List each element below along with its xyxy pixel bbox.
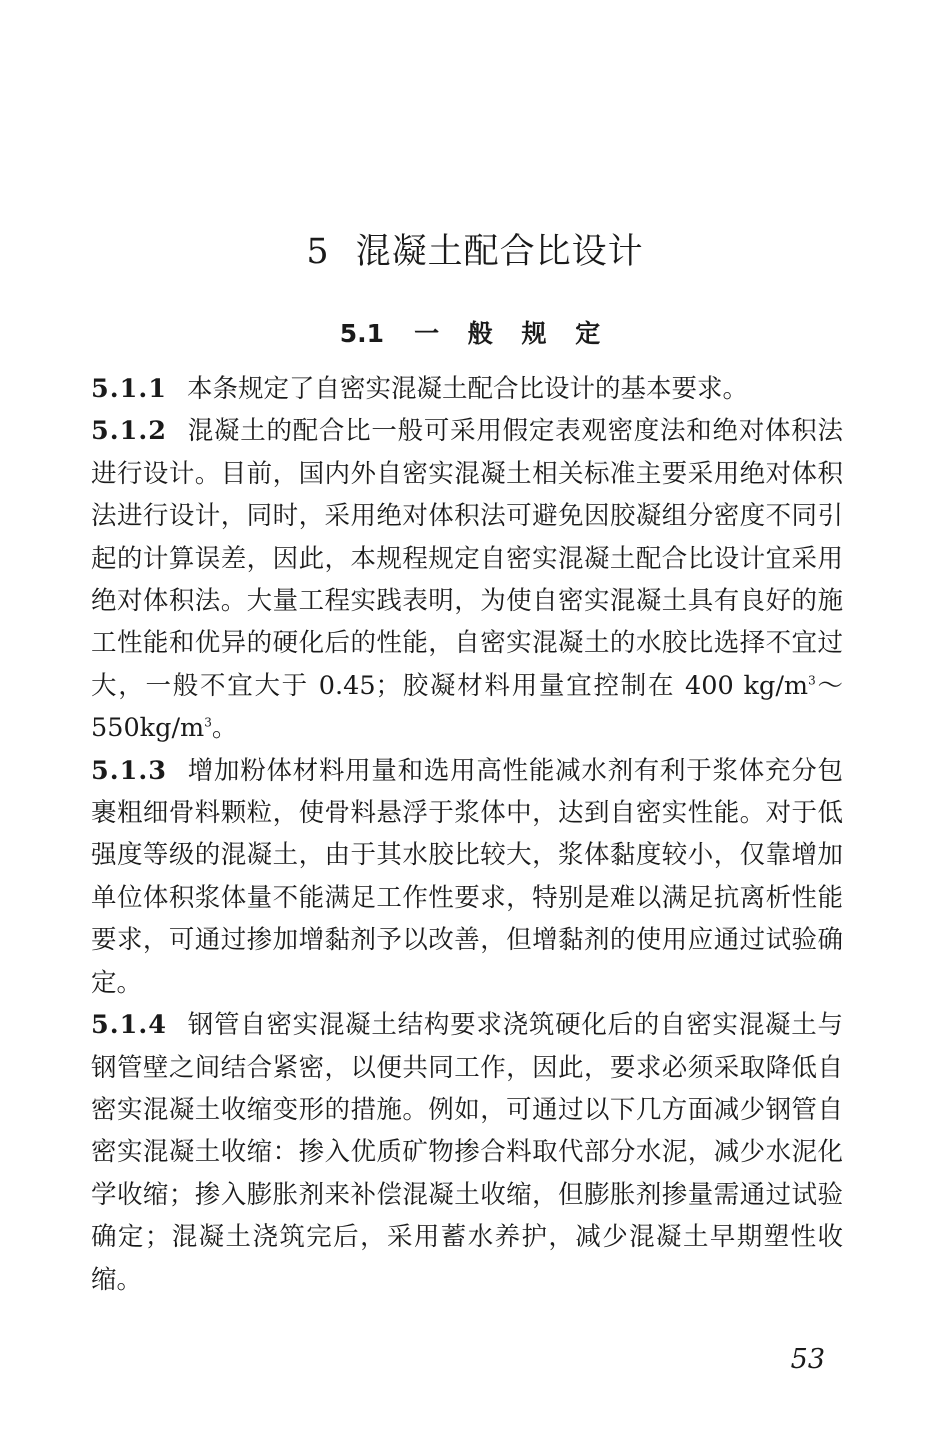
body-text: [91, 368, 843, 1301]
clause-text: 增加粉体材料用量和选用高性能减水剂有利于浆体充分包裹粗细骨料颗粒，使骨料悬浮于浆体中，达到自密实性能。对于低强度等级的混凝土，由于其水胶比较大，浆体黏度较小，仅靠增加单位体积浆体量不能满足工作性要求，特别是难以满足抗离析性能要求，可通过掺加增黏剂予以改善，但增黏剂的使用应通过试验确定。: [91, 755, 843, 998]
clause-5-1-3: [91, 750, 843, 1004]
clause-number: 5.1.4: [91, 1010, 167, 1041]
clause-text-mid: ～550kg/m: [91, 670, 843, 744]
clause-5-1-4: [91, 1004, 843, 1301]
superscript: 3: [808, 673, 816, 688]
clause-5-1-2: [91, 410, 843, 749]
section-number: 5.1: [339, 319, 385, 348]
clause-number: 5.1.3: [91, 755, 167, 786]
superscript: 3: [204, 715, 212, 730]
page-number: 53: [790, 1344, 825, 1375]
chapter-number: 5: [306, 232, 330, 272]
clause-number: 5.1.2: [91, 416, 167, 447]
chapter-title: [0, 224, 950, 280]
clause-text: 混凝土的配合比一般可采用假定表观密度法和绝对体积法进行设计。目前，国内外自密实混凝土相关标准主要采用绝对体积法进行设计，同时，采用绝对体积法可避免因胶凝组分密度不同引起的计算误差，因此，本规程规定自密实混凝土配合比设计宜采用绝对体积法。大量工程实践表明，为使自密实混凝土具有良好的施工性能和优异的硬化后的性能，自密实混凝土的水胶比选择不宜过大，一般不宜大于 0.45；胶凝材料用量宜控制在 400 kg/m: [91, 416, 843, 701]
section-title-text: 一 般 规 定: [414, 319, 611, 348]
clause-text: 钢管自密实混凝土结构要求浇筑硬化后的自密实混凝土与钢管壁之间结合紧密，以便共同工作，因此，要求必须采取降低自密实混凝土收缩变形的措施。例如，可通过以下几方面减少钢管自密实混凝土收缩：掺入优质矿物掺合料取代部分水泥，减少水泥化学收缩；掺入膨胀剂来补偿混凝土收缩，但膨胀剂掺量需通过试验确定；混凝土浇筑完后，采用蓄水养护，减少混凝土早期塑性收缩。: [91, 1010, 843, 1295]
clause-number: 5.1.1: [91, 374, 167, 404]
chapter-title-text: 混凝土配合比设计: [355, 232, 644, 272]
clause-text-end: 。: [211, 713, 238, 744]
section-title: [0, 312, 950, 356]
clause-text: 本条规定了自密实混凝土配合比设计的基本要求。: [186, 374, 748, 404]
clause-5-1-1: [91, 368, 843, 410]
